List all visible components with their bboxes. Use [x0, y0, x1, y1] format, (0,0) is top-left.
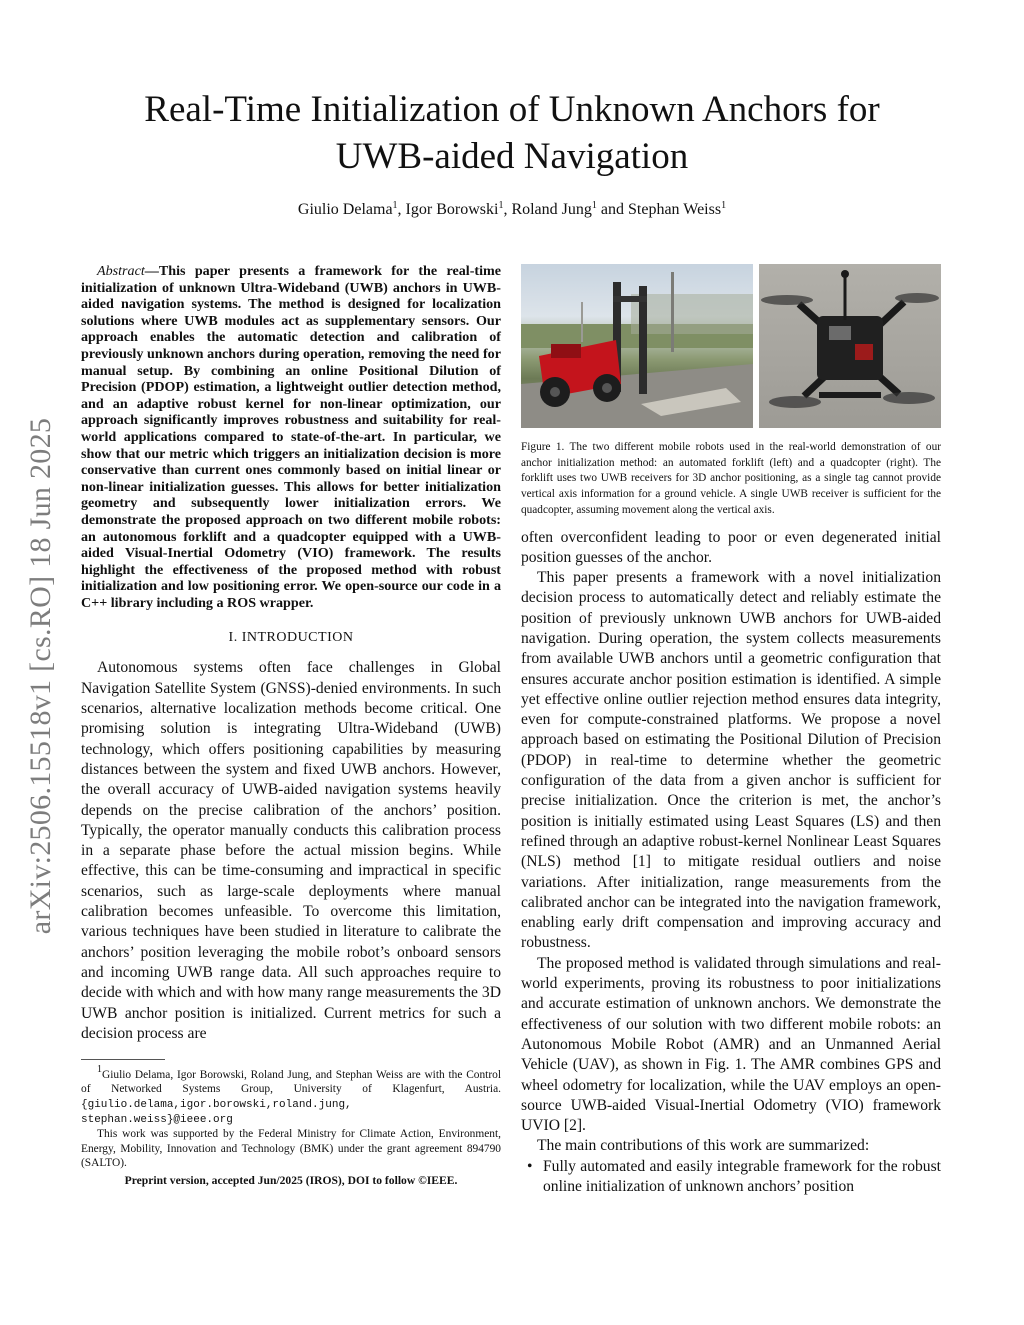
- forklift-photo: [521, 264, 753, 428]
- quadcopter-illustration: [759, 264, 941, 428]
- author-name: Igor Borowski: [405, 201, 499, 218]
- author-affiliation-mark: 1: [591, 200, 597, 211]
- forklift-illustration: [521, 264, 753, 428]
- contribution-item-text: Fully automated and easily integrable framework for the robust online initialization of unknown anchors’ position: [543, 1157, 941, 1196]
- affiliation-text: Giulio Delama, Igor Borowski, Roland Jung, and Stephan Weiss are with the Control of Networked Systems Group, University of Klagenfurt, Austria.: [81, 1069, 501, 1096]
- author-affiliation-mark: 1: [721, 200, 727, 211]
- author-name: Stephan Weiss: [628, 201, 722, 218]
- abstract: [81, 263, 501, 611]
- author-emails: {giulio.delama,igor.borowski,roland.jung, stephan.weiss}@ieee.org: [81, 1098, 352, 1126]
- figure-1: [521, 264, 941, 428]
- validation-paragraph: The proposed method is validated through simulations and real-world experiments, proving its robustness to poor initializations and accurate estimation of unknown anchors. We demonstrate the effectiveness of our solution with two different mobile robots: an Autonomous Mobile Robot (AMR) and an Unmanned Aerial Vehicle (UAV), as shown in Fig. 1. The AMR combines GPS and wheel odometry for localization, while the UAV employs an open-source UWB-aided Visual-Inertial Odometry (VIO) framework UVIO [2].: [521, 954, 941, 1135]
- contributions-intro: The main contributions of this work are summarized:: [537, 1137, 870, 1155]
- contributions-list: [521, 1157, 941, 1198]
- paper-title: [80, 86, 944, 180]
- author-separator: and: [596, 201, 628, 218]
- author-affiliation-mark: 1: [498, 200, 504, 211]
- paper-title-line-2: UWB-aided Navigation: [335, 136, 689, 177]
- author-separator: ,: [397, 201, 406, 218]
- left-column: [81, 263, 501, 1187]
- author-name: Roland Jung: [511, 201, 592, 218]
- affiliation-footnote: [81, 1064, 501, 1127]
- author-list: [80, 201, 944, 219]
- author-name: Giulio Delama: [297, 201, 393, 218]
- arxiv-identifier: [12, 376, 70, 976]
- abstract-text: —This paper presents a framework for the real-time initialization of unknown Ultra-Wideband (UWB) anchors in UWB-aided navigation systems. The method is designed for localization solutions where UWB modules act as supplementary sensors. Our approach enables the automatic detection and calibration of previously unknown anchors during operation, removing the need for manual setup. By combining an online Positional Dilution of Precision (PDOP) estimation, a lightweight outlier detection method, and an adaptive robust kernel for non-linear optimization, our approach significantly improves robustness and suitability for real-world applications compared to state-of-the-art. In particular, we show that our metric which triggers an initialization decision is more conservative than current ones commonly based on initial linear or non-linear initialization guesses. This allows for better initialization geometry and subsequently lower initialization errors. We demonstrate the proposed approach on two different mobile robots: an autonomous forklift and a quadcopter equipped with a UWB-aided Visual-Inertial Odometry (VIO) framework. The results highlight the effectiveness of the proposed method with robust initialization and low positioning error. We open-source our code in a C++ library including a ROS wrapper.: [81, 263, 501, 611]
- bullet-icon: •: [527, 1157, 533, 1175]
- arxiv-identifier-text: arXiv:2506.15518v1 [cs.RO] 18 Jun 2025: [24, 417, 57, 935]
- quadcopter-photo: [759, 264, 941, 428]
- author-affiliation-mark: 1: [392, 200, 398, 211]
- footnote-mark: 1: [97, 1064, 102, 1076]
- contribution-paragraph: This paper presents a framework with a novel initialization decision process to automatically detect and reliably estimate the position of previously unknown UWB anchors for UWB-aided navigation. During operation, the system collects measurements from available UWB anchors until a geometric configuration that ensures accurate anchor position estimation is identified. A simple yet effective online outlier rejection method ensures data integrity, even for compute-constrained platforms. We propose a novel approach based on estimating the Positional Dilution of Precision (PDOP) in real-time to determine whether the geometric configuration of the data from a given anchor is sufficient for precise initialization. Once the criterion is met, the anchor’s position is initially estimated using Least Squares (LS) and then refined through an adaptive robust-kernel Nonlinear Least Squares (NLS) method [1] to mitigate residual outliers and noise variations. After initialization, range measurements from the calibrated anchor can be integrated into the navigation framework, enabling early drift compensation and improving accuracy and robustness.: [521, 569, 941, 952]
- intro-paragraph: Autonomous systems often face challenges in Global Navigation Satellite System (GNSS)-denied environments. In such scenarios, alternative localization methods become critical. One promising solution is integrating Ultra-Wideband (UWB) technology, which offers positioning capabilities by measuring distances between the system and fixed UWB anchors. However, the overall accuracy of UWB-aided navigation systems heavily depends on the precise calibration of the anchors’ position. Typically, the operator manually conducts this calibration process in a separate phase before the actual mission begins. While effective, this can be time-consuming and impractical in specific scenarios, such as large-scale deployments where manual calibration becomes unfeasible. To overcome this limitation, various techniques have been studied in literature to calibrate the anchors’ position leveraging the mobile robot’s onboard sensors and incoming UWB range data. All such approaches require to decide with which and with how many range measurements the 3D UWB anchor position is initialized. Current metrics for such a decision process are: [81, 659, 501, 1042]
- author-separator: ,: [503, 201, 512, 218]
- figure-1-caption: Figure 1. The two different mobile robots used in the real-world demonstration of our anchor initialization method: an automated forklift (left) and a quadcopter (right). The forklift uses two UWB receivers for 3D anchor positioning, as a single tag cannot provide vertical axis information for a ground vehicle. A single UWB receiver is sufficient for the quadcopter, assuming movement along the vertical axis.: [521, 441, 941, 516]
- section-heading-introduction: I. INTRODUCTION: [228, 630, 354, 646]
- paper-title-line-1: Real-Time Initialization of Unknown Anchors for: [144, 89, 880, 130]
- contribution-item: [521, 1157, 941, 1198]
- abstract-label: Abstract: [97, 263, 145, 279]
- continued-paragraph: often overconfident leading to poor or even degenerated initial position guesses of the anchor.: [521, 528, 941, 566]
- preprint-notice: Preprint version, accepted Jun/2025 (IROS), DOI to follow ©IEEE.: [124, 1174, 458, 1188]
- right-column: [521, 263, 941, 1197]
- funding-footnote: This work was supported by the Federal Ministry for Climate Action, Environment, Energy, Mobility, Innovation and Technology (BMK) under the grant agreement 894790 (SALTO).: [81, 1128, 501, 1169]
